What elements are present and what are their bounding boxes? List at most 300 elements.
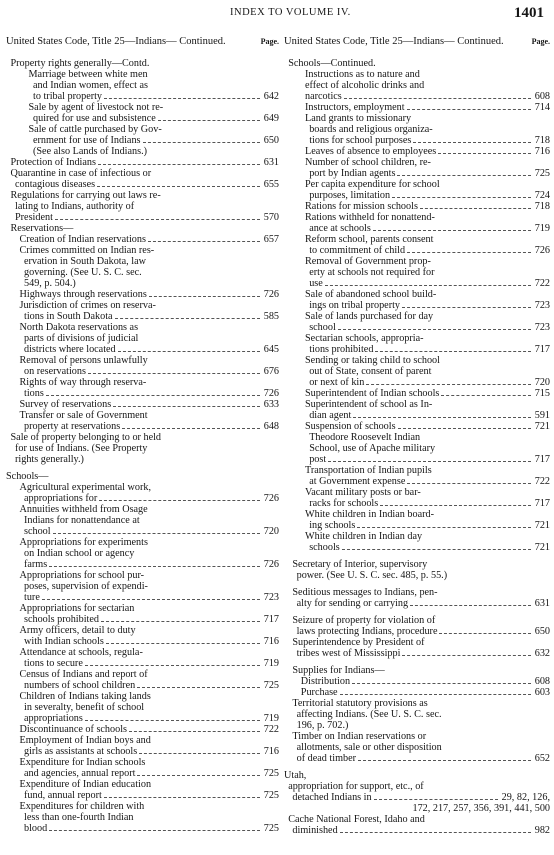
leader-dots (97, 186, 260, 187)
entry-text: at Government expense (309, 476, 406, 487)
entry-text: schools (309, 542, 340, 553)
entry-text: Secretary of Interior, supervisory (292, 559, 428, 570)
index-text-line (284, 179, 550, 190)
entry-page-ref: 722 (534, 278, 550, 289)
index-entry-line (284, 102, 550, 113)
index-entry-line (6, 399, 279, 410)
entry-text: poses, supervision of expendi- (24, 581, 148, 592)
index-entry-line (284, 300, 550, 311)
index-text-line (6, 124, 279, 135)
index-text-line (6, 504, 279, 515)
entry-text: Territorial statutory provisions as (292, 698, 428, 709)
entry-page-ref: 723 (263, 592, 279, 603)
index-text-line (284, 212, 550, 223)
index-text-line (6, 223, 279, 234)
entry-text: Leaves of absence to employees (305, 146, 437, 157)
index-text-line (284, 559, 550, 570)
leader-dots (438, 153, 530, 154)
entry-text: Marriage between white men (28, 69, 148, 80)
index-entry-line (284, 792, 550, 803)
index-text-line (6, 625, 279, 636)
index-text-line (284, 531, 550, 542)
entry-text: property at reservations (24, 421, 121, 432)
entry-text: Indians for nonattendance at (24, 515, 140, 526)
index-entry-line (6, 614, 279, 625)
entry-text: numbers of school children (24, 680, 136, 691)
entry-text: Sale of lands purchased for day (305, 311, 434, 322)
index-text-line (284, 80, 550, 91)
index-text-line (6, 69, 279, 80)
entry-text: blood (24, 823, 48, 834)
leader-dots (85, 665, 260, 666)
index-entry-line (6, 746, 279, 757)
entry-text: diminished (292, 825, 338, 836)
index-entry-line (6, 526, 279, 537)
entry-text: parts of divisions of judicial (24, 333, 139, 344)
index-entry-line (284, 598, 550, 609)
entry-text: Agricultural experimental work, (19, 482, 152, 493)
entry-text: contagious diseases (15, 179, 96, 190)
index-text-line (284, 289, 550, 300)
entry-text: racks for schools (309, 498, 379, 509)
index-entry-line (6, 713, 279, 724)
entry-text: Attendance at schools, regula- (19, 647, 143, 658)
entry-text: or next of kin (309, 377, 365, 388)
leader-dots (392, 197, 531, 198)
entry-text: schools prohibited (24, 614, 99, 625)
entry-text: Sale by agent of livestock not re- (28, 102, 164, 113)
leader-dots (420, 208, 531, 209)
index-text-line (284, 267, 550, 278)
leader-dots (366, 384, 530, 385)
entry-page-ref: 725 (534, 168, 550, 179)
column-heading (6, 36, 279, 58)
entry-text: Rations for mission schools (305, 201, 418, 212)
leader-dots (340, 832, 531, 833)
entry-text: tions (24, 388, 44, 399)
entry-text: port by Indian agents (309, 168, 396, 179)
leader-dots (42, 599, 260, 600)
entry-page-ref: 717 (263, 614, 279, 625)
index-entry-line (284, 753, 550, 764)
entry-text: Distribution (300, 676, 351, 687)
index-text-line (6, 570, 279, 581)
index-entry-line (6, 135, 279, 146)
entry-text: Vacant military posts or bar- (305, 487, 421, 498)
index-column-left (6, 36, 279, 834)
entry-page-ref: 650 (263, 135, 279, 146)
leader-dots (98, 164, 260, 165)
entry-text: Sectarian schools, appropria- (305, 333, 424, 344)
index-entry-line (284, 410, 550, 421)
leader-dots (115, 318, 260, 319)
index-entry-line (284, 223, 550, 234)
index-text-line (6, 377, 279, 388)
leader-dots (353, 417, 530, 418)
index-entry-line (6, 289, 279, 300)
entry-text: of dead timber (296, 753, 356, 764)
leader-dots (118, 351, 260, 352)
leader-dots (398, 428, 531, 429)
entry-text: White children in Indian day (305, 531, 423, 542)
index-entry-line (284, 135, 550, 146)
index-text-line (6, 278, 279, 289)
entry-page-ref: 631 (263, 157, 279, 168)
entry-text: ervation in South Dakota, law (24, 256, 146, 267)
entry-text: Sale of cattle purchased by Gov- (28, 124, 162, 135)
index-entry-line (6, 658, 279, 669)
leader-dots (122, 428, 260, 429)
index-text-line (284, 637, 550, 648)
leader-dots (139, 753, 260, 754)
entry-text: 172, 217, 257, 356, 391, 441, 500 (412, 803, 550, 814)
index-text-line (284, 731, 550, 742)
index-entry-line (284, 648, 550, 659)
entry-page-ref: 720 (534, 377, 550, 388)
leader-dots (129, 731, 260, 732)
index-entry-line (284, 520, 550, 531)
leader-dots (407, 483, 530, 484)
entry-text: Schools— (6, 471, 49, 482)
entry-page-ref: 631 (534, 598, 550, 609)
entry-text: laws protecting Indians, procedure (296, 626, 438, 637)
index-text-line (6, 603, 279, 614)
leader-dots (410, 605, 531, 606)
index-entry-line (6, 421, 279, 432)
index-text-line (6, 355, 279, 366)
entry-text: Instructions as to nature and (305, 69, 420, 80)
entry-page-ref: 726 (534, 245, 550, 256)
entry-text: Superintendence by President of (292, 637, 425, 648)
leader-dots (338, 329, 531, 330)
index-text-line (284, 770, 550, 781)
entry-page-ref: 726 (263, 559, 279, 570)
index-text-line (284, 58, 550, 69)
entry-page-ref: 608 (534, 91, 550, 102)
entry-text: Suspension of schools (305, 421, 396, 432)
leader-dots (407, 252, 531, 253)
entry-text: allotments, sale or other disposition (296, 742, 442, 753)
entry-page-ref: 608 (534, 676, 550, 687)
leader-dots (402, 655, 530, 656)
index-entry-line (284, 278, 550, 289)
index-text-line (284, 333, 550, 344)
entry-page-ref: 726 (263, 388, 279, 399)
entry-page-ref: 717 (534, 344, 550, 355)
entry-page-ref: 655 (263, 179, 279, 190)
entry-page-ref: 725 (263, 680, 279, 691)
entry-page-ref: 652 (534, 753, 550, 764)
entry-text: tions for school purposes (309, 135, 412, 146)
entry-text: and Indian women, effect as (33, 80, 148, 91)
index-text-line (284, 781, 550, 792)
entry-page-ref: 650 (534, 626, 550, 637)
page-number: 1401 (514, 5, 544, 21)
leader-dots (380, 505, 530, 506)
index-text-line (284, 256, 550, 267)
index-text-line (284, 814, 550, 825)
index-entry-line (284, 626, 550, 637)
entry-text: ance at schools (309, 223, 371, 234)
entry-page-ref: 720 (263, 526, 279, 537)
entry-text: Expenditure for Indian schools (19, 757, 146, 768)
entry-text: Purchase (300, 687, 338, 698)
leader-dots (99, 500, 259, 501)
leader-dots (104, 797, 260, 798)
index-entry-line (6, 157, 279, 168)
entry-text: farms (24, 559, 48, 570)
index-text-line (6, 779, 279, 790)
leader-dots (49, 566, 260, 567)
entry-text: lating to Indians, authority of (15, 201, 135, 212)
leader-dots (106, 643, 260, 644)
entry-text: Jurisdiction of crimes on reserva- (19, 300, 156, 311)
index-text-line (6, 58, 279, 69)
entry-page-ref: 633 (263, 399, 279, 410)
index-entry-line (6, 592, 279, 603)
leader-dots (137, 775, 259, 776)
index-entry-line (284, 825, 550, 836)
entry-text: Timber on Indian reservations or (292, 731, 427, 742)
index-text-line (6, 735, 279, 746)
entry-text: 549, p. 504.) (24, 278, 76, 289)
entry-text: Quarantine in case of infectious or (10, 168, 152, 179)
leader-dots (413, 142, 530, 143)
entry-text: Regulations for carrying out laws re- (10, 190, 161, 201)
running-title: INDEX TO VOLUME IV. (230, 7, 351, 18)
entry-text: Rations withheld for nonattend- (305, 212, 435, 223)
entry-text: tions prohibited (309, 344, 374, 355)
entry-text: use (309, 278, 323, 289)
entry-text: boards and religious organiza- (309, 124, 433, 135)
entry-page-ref: 726 (263, 493, 279, 504)
entry-text: rights generally.) (15, 454, 84, 465)
index-entry-line (284, 421, 550, 432)
index-entry-line (6, 179, 279, 190)
entry-page-ref: 719 (534, 223, 550, 234)
entry-text: quired for use and subsistence (33, 113, 156, 124)
index-text-line (284, 570, 550, 581)
index-entry-line (6, 113, 279, 124)
entry-page-ref: 722 (263, 724, 279, 735)
entry-page-ref: 721 (534, 542, 550, 553)
entry-text: detached Indians in (292, 792, 372, 803)
leader-dots (49, 830, 260, 831)
leader-dots (439, 633, 530, 634)
index-text-line (6, 691, 279, 702)
entry-page-ref: 718 (534, 135, 550, 146)
index-entry-line (284, 498, 550, 509)
entry-page-ref: 716 (534, 146, 550, 157)
leader-dots (374, 799, 498, 800)
entry-text: less than one-fourth Indian (24, 812, 134, 823)
entry-text: Appropriations for experiments (19, 537, 148, 548)
index-text-line (6, 410, 279, 421)
entry-text: on Indian school or agency (24, 548, 135, 559)
entry-text: ings on tribal property (309, 300, 401, 311)
entry-text: for use of Indians. (See Property (15, 443, 148, 454)
index-entry-line (284, 344, 550, 355)
entry-page-ref: 724 (534, 190, 550, 201)
entry-text: ing schools (309, 520, 356, 531)
index-text-line (284, 69, 550, 80)
entry-text: Appropriations for school pur- (19, 570, 145, 581)
index-text-line (6, 267, 279, 278)
leader-dots (358, 760, 531, 761)
entry-text: Schools—Continued. (288, 58, 376, 69)
entry-text: Appropriations for sectarian (19, 603, 135, 614)
entry-text: Discontinuance of schools (19, 724, 128, 735)
entry-text: White children in Indian board- (305, 509, 434, 520)
index-text-line (6, 471, 279, 482)
entry-page-ref: 717 (534, 454, 550, 465)
running-header (0, 7, 554, 23)
entry-text: appropriations for (24, 493, 98, 504)
leader-dots (137, 687, 260, 688)
entry-text: on reservations (24, 366, 86, 377)
entry-page-ref: 648 (263, 421, 279, 432)
index-text-line (284, 124, 550, 135)
column-heading (284, 36, 550, 58)
entry-text: to commitment of child (309, 245, 406, 256)
entry-page-ref: 715 (534, 388, 550, 399)
index-entry-line (284, 245, 550, 256)
index-text-line (284, 803, 550, 814)
entry-page-ref: 676 (263, 366, 279, 377)
index-text-line (284, 355, 550, 366)
index-entry-line (284, 676, 550, 687)
entry-text: Rights of way through reserva- (19, 377, 147, 388)
leader-dots (104, 98, 260, 99)
leader-dots (397, 175, 530, 176)
leader-dots (344, 98, 531, 99)
entry-text: 196, p. 702.) (296, 720, 349, 731)
index-text-line (6, 245, 279, 256)
leader-dots (158, 120, 260, 121)
entry-page-ref: 591 (534, 410, 550, 421)
index-entry-line (6, 344, 279, 355)
entry-page-ref: 603 (534, 687, 550, 698)
index-text-line (6, 201, 279, 212)
entry-page-ref: 721 (534, 520, 550, 531)
entry-page-ref: 723 (534, 322, 550, 333)
index-entry-line (284, 388, 550, 399)
leader-dots (85, 720, 260, 721)
index-text-line (6, 812, 279, 823)
index-text-line (6, 702, 279, 713)
entry-page-ref: 657 (263, 234, 279, 245)
index-entry-line (6, 559, 279, 570)
index-column-right (284, 36, 550, 836)
entry-text: Transfer or sale of Government (19, 410, 148, 421)
leader-dots (375, 351, 530, 352)
entry-text: Superintendent of Indian schools (305, 388, 440, 399)
entry-page-ref: 649 (263, 113, 279, 124)
index-text-line (6, 581, 279, 592)
index-entry-line (6, 91, 279, 102)
entry-page-ref: 632 (534, 648, 550, 659)
entry-text: Transportation of Indian pupils (305, 465, 432, 476)
entry-text: Instructors, employment (305, 102, 405, 113)
leader-dots (402, 307, 531, 308)
column-title: United States Code, Title 25—Indians— Continued. (6, 36, 226, 47)
leader-dots (328, 461, 531, 462)
entry-text: girls as assistants at schools (24, 746, 138, 757)
index-text-line (6, 482, 279, 493)
entry-text: Annuities withheld from Osage (19, 504, 148, 515)
entry-page-ref: 642 (263, 91, 279, 102)
entry-text: districts where located (24, 344, 116, 355)
leader-dots (88, 373, 260, 374)
entry-text: alty for sending or carrying (296, 598, 409, 609)
index-text-line (6, 146, 279, 157)
index-entry-line (6, 790, 279, 801)
index-text-line (6, 647, 279, 658)
entry-text: Number of school children, re- (305, 157, 431, 168)
index-entry-line (6, 234, 279, 245)
entry-text: ture (24, 592, 40, 603)
entry-text: Census of Indians and report of (19, 669, 148, 680)
entry-text: dian agent (309, 410, 352, 421)
entry-text: Per capita expenditure for school (305, 179, 440, 190)
entry-text: Removal of Government prop- (305, 256, 431, 267)
entry-page-ref: 714 (534, 102, 550, 113)
entry-text: Cache National Forest, Idaho and (288, 814, 425, 825)
entry-text: Army officers, detail to duty (19, 625, 136, 636)
entry-page-ref: 722 (534, 476, 550, 487)
entry-text: governing. (See U. S. C. sec. (24, 267, 142, 278)
entry-text: school (309, 322, 336, 333)
index-entry-line (6, 388, 279, 399)
entry-text: Reservations— (10, 223, 74, 234)
index-text-line (284, 665, 550, 676)
entry-page-ref: 29, 82, 126, (501, 792, 550, 803)
index-text-line (6, 80, 279, 91)
leader-dots (55, 219, 260, 220)
index-text-line (6, 168, 279, 179)
index-text-line (284, 234, 550, 245)
entry-text: tions in South Dakota (24, 311, 113, 322)
entry-text: Sending or taking child to school (305, 355, 440, 366)
index-text-line (284, 157, 550, 168)
entry-text: effect of alcoholic drinks and (305, 80, 425, 91)
leader-dots (148, 241, 260, 242)
entry-page-ref: 723 (534, 300, 550, 311)
index-entry-line (284, 322, 550, 333)
index-text-line (284, 720, 550, 731)
entry-text: Expenditures for children with (19, 801, 145, 812)
index-entry-line (284, 91, 550, 102)
index-text-line (284, 698, 550, 709)
entry-text: North Dakota reservations as (19, 322, 139, 333)
entry-text: and agencies, annual report (24, 768, 136, 779)
entry-text: out of State, consent of parent (309, 366, 432, 377)
entry-text: tions to secure (24, 658, 83, 669)
index-entry-line (284, 377, 550, 388)
entry-page-ref: 719 (263, 713, 279, 724)
index-text-line (284, 399, 550, 410)
entry-text: erty at schools not required for (309, 267, 435, 278)
index-entry-line (6, 366, 279, 377)
entry-text: School, use of Apache military (309, 443, 436, 454)
entry-text: in severalty, benefit of school (24, 702, 145, 713)
entry-text: with Indian schools (24, 636, 104, 647)
index-entry-line (6, 724, 279, 735)
index-text-line (284, 487, 550, 498)
entry-text: Land grants to missionary (305, 113, 412, 124)
index-text-line (6, 801, 279, 812)
entry-page-ref: 725 (263, 768, 279, 779)
